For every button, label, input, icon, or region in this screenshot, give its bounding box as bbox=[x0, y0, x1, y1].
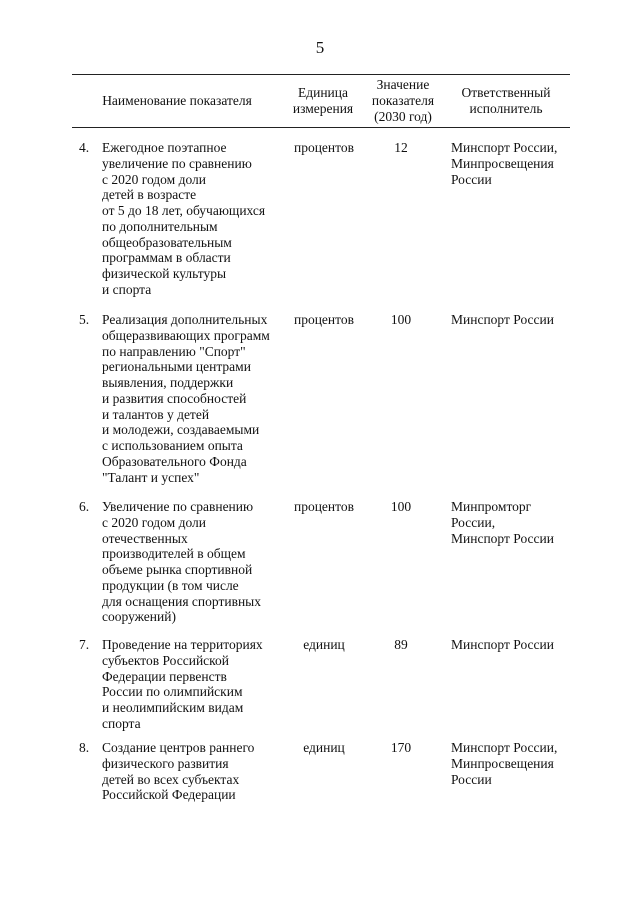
row-number: 7. bbox=[79, 637, 90, 652]
header-unit-line: Единица bbox=[297, 85, 348, 100]
indicator-name-line: выявления, поддержки bbox=[102, 375, 234, 390]
responsible-cell bbox=[451, 499, 581, 546]
page-number: 5 bbox=[315, 38, 325, 57]
indicator-name-line: продукции (в том числе bbox=[102, 577, 239, 593]
responsible-cell bbox=[451, 740, 581, 787]
header-value-line: (2030 год) bbox=[374, 109, 432, 124]
indicator-name-line: Проведение на территориях bbox=[102, 637, 263, 652]
header-name-line: Наименование показателя bbox=[102, 93, 252, 108]
header-unit-cell bbox=[282, 75, 364, 127]
header-name-cell bbox=[72, 75, 282, 127]
responsible-line: Минпромторг bbox=[451, 499, 532, 514]
responsible-line: Минпросвещения bbox=[451, 155, 554, 171]
indicator-name bbox=[102, 312, 287, 485]
header-value-line: показателя bbox=[371, 93, 435, 108]
indicator-name-line: отечественных bbox=[102, 530, 188, 546]
header-value-line: Значение bbox=[376, 77, 430, 92]
indicator-name-line: объеме рынка спортивной bbox=[102, 562, 253, 577]
value-cell: 100 bbox=[390, 312, 412, 327]
responsible-line: Минспорт России bbox=[451, 637, 554, 652]
indicator-name-line: детей во всех субъектах bbox=[102, 771, 240, 787]
indicator-name-line: Реализация дополнительных bbox=[102, 312, 268, 327]
indicator-name-line: для оснащения спортивных bbox=[102, 593, 261, 609]
header-responsible-cell bbox=[442, 75, 570, 127]
indicator-name-line: Увеличение по сравнению bbox=[102, 499, 254, 514]
responsible-line: России, bbox=[451, 514, 496, 530]
responsible-line: России bbox=[451, 171, 492, 187]
header-responsible-line: исполнитель bbox=[469, 101, 543, 116]
indicator-name-line: по дополнительным bbox=[102, 218, 218, 234]
responsible-line: Минспорт России, bbox=[451, 140, 558, 155]
row-number: 8. bbox=[79, 740, 90, 755]
indicator-name-line: региональными центрами bbox=[102, 359, 251, 375]
indicator-name-line: с 2020 годом доли bbox=[102, 514, 206, 530]
indicator-name-line: Ежегодное поэтапное bbox=[102, 140, 227, 155]
indicator-name-line: увеличение по сравнению bbox=[102, 155, 252, 171]
responsible-line: Минпросвещения bbox=[451, 755, 554, 771]
value-cell: 89 bbox=[394, 637, 408, 652]
indicator-name bbox=[102, 499, 287, 625]
indicator-name-line: общеразвивающих программ bbox=[102, 327, 270, 343]
value-cell: 100 bbox=[390, 499, 412, 514]
responsible-cell bbox=[451, 140, 581, 187]
indicator-name-line: с использованием опыта bbox=[102, 438, 243, 453]
row-number: 5. bbox=[79, 312, 90, 327]
indicator-name-line: по направлению "Спорт" bbox=[102, 343, 246, 359]
indicator-name-line: спорта bbox=[102, 715, 141, 731]
indicator-name-line: общеобразовательным bbox=[102, 234, 232, 250]
indicator-name-line: и спорта bbox=[102, 281, 152, 297]
unit-cell: единиц bbox=[303, 740, 345, 755]
indicator-name-line: и талантов у детей bbox=[102, 406, 210, 422]
indicator-name-line: сооружений) bbox=[102, 609, 176, 625]
responsible-cell bbox=[451, 312, 581, 328]
row-number: 6. bbox=[79, 499, 90, 514]
indicator-name-line: Создание центров раннего bbox=[102, 740, 255, 755]
indicator-name-line: Российской Федерации bbox=[102, 787, 236, 803]
indicator-name bbox=[102, 140, 287, 298]
indicator-name-line: детей в возрасте bbox=[102, 187, 197, 203]
indicator-name-line: и развития способностей bbox=[102, 390, 247, 406]
responsible-line: Минспорт России, bbox=[451, 740, 558, 755]
indicator-name-line: России по олимпийским bbox=[102, 684, 243, 700]
responsible-line: России bbox=[451, 771, 492, 787]
unit-cell: процентов bbox=[293, 140, 354, 155]
indicator-name-line: от 5 до 18 лет, обучающихся bbox=[102, 203, 266, 218]
indicator-name-line: субъектов Российской bbox=[102, 652, 230, 668]
table-header bbox=[72, 74, 570, 128]
indicator-name-line: физического развития bbox=[102, 755, 229, 771]
row-number: 4. bbox=[79, 140, 90, 155]
responsible-line: Минспорт России bbox=[451, 312, 554, 327]
value-cell: 170 bbox=[390, 740, 412, 755]
indicator-name-line: программам в области bbox=[102, 250, 231, 266]
unit-cell: процентов bbox=[293, 312, 354, 327]
indicator-name-line: физической культуры bbox=[102, 266, 227, 281]
indicator-name-line: производителей в общем bbox=[102, 546, 246, 562]
indicator-name-line: Образовательного Фонда bbox=[102, 453, 247, 469]
indicator-name bbox=[102, 740, 287, 803]
header-value-cell bbox=[364, 75, 442, 127]
indicator-name-line: и неолимпийским видам bbox=[102, 700, 244, 715]
header-unit-line: измерения bbox=[292, 101, 354, 116]
unit-cell: единиц bbox=[303, 637, 345, 652]
responsible-cell bbox=[451, 637, 581, 653]
value-cell: 12 bbox=[394, 140, 408, 155]
indicator-name-line: и молодежи, создаваемыми bbox=[102, 422, 260, 438]
indicator-name bbox=[102, 637, 287, 732]
indicator-name-line: Федерации первенств bbox=[102, 668, 227, 684]
indicator-name-line: "Талант и успех" bbox=[102, 469, 200, 485]
header-responsible-line: Ответственный bbox=[461, 85, 551, 100]
indicator-name-line: с 2020 годом доли bbox=[102, 171, 206, 187]
unit-cell: процентов bbox=[293, 499, 354, 514]
responsible-line: Минспорт России bbox=[451, 530, 554, 546]
